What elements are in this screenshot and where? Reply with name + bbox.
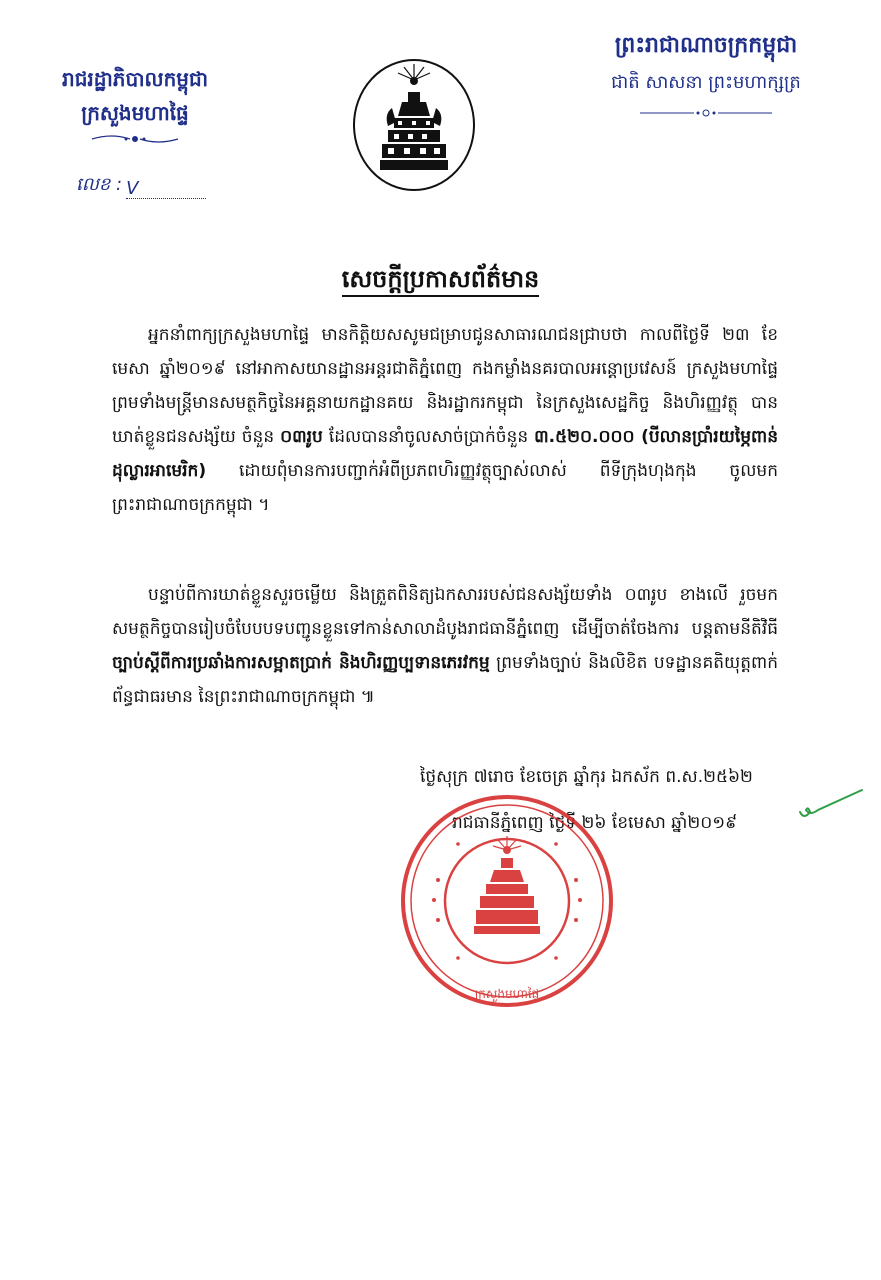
document-title xyxy=(0,264,881,299)
document-title-text: សេចក្តីប្រកាសព័ត៌មាន xyxy=(342,265,540,297)
paragraph-2-text-b: ព្រមទាំងច្បាប់ និងលិខិត បទដ្ឋានគតិយុត្តពាក់ព័ន្ធជាធរមាន នៃព្រះរាជាណាចក្រកម្ពុជា ៕ xyxy=(112,653,778,707)
reference-value: V xyxy=(126,178,206,199)
law-name: ច្បាប់ស្តីពីការប្រឆាំងការសម្អាតប្រាក់ និងហិរញ្ញប្បទានភេរវកម្ម xyxy=(112,653,490,673)
ministry-name: ក្រសួងមហាផ្ទៃ xyxy=(81,101,189,125)
header-right xyxy=(586,30,826,118)
suspect-count: ០៣រូប xyxy=(280,427,323,447)
royal-emblem-icon xyxy=(352,58,476,192)
paragraph-1-text-b: ដែលបាននាំចូលសាច់ប្រាក់ចំនួន xyxy=(322,427,535,447)
official-seal-icon xyxy=(398,790,616,1012)
reference-label: លេខ : xyxy=(76,174,123,195)
solar-date: រាជធានីភ្នំពេញ ថ្ងៃទី ២៦ ខែមេសា ឆ្នាំ២០១៩ xyxy=(452,813,738,833)
paragraph-1-text-a: អ្នកនាំពាក្យក្រសួងមហាផ្ទៃ មានកិត្តិយសសូមជម្រាបជូនសាធារណជនជ្រាបថា កាលពីថ្ងៃទី ២៣ ខែមេសា ឆ្នាំ២០១៩ នៅអាកាសយានដ្ឋានអន្តរជាតិភ្នំពេញ កងកម្លាំងនគរបាលអន្តោប្រវេសន៍ ក្រសួងមហាផ្ទៃ ព្រមទាំងមន្ត្រីមានសមត្ថកិច្ចនៃអគ្គនាយកដ្ឋានគយ និងរដ្ឋាករកម្ពុជា នៃក្រសួងសេដ្ឋកិច្ច និងហិរញ្ញវត្ថុ បានឃាត់ខ្លួនជនសង្ស័យ ចំនួន xyxy=(112,325,778,447)
lunar-date: ថ្ងៃសុក្រ ៧រោច ខែចេត្រ ឆ្នាំកុរ ឯកស័ក ព.ស.២៥៦២ xyxy=(420,767,753,787)
reference-number xyxy=(76,172,226,199)
government-name: រាជរដ្ឋាភិបាលកម្ពុជា xyxy=(62,67,208,91)
ornament-divider-icon xyxy=(636,108,776,118)
kingdom-name: ព្រះរាជាណាចក្រកម្ពុជា xyxy=(614,33,798,58)
national-motto: ជាតិ សាសនា ព្រះមហាក្សត្រ xyxy=(611,72,801,93)
seal-text: ក្រសួងមហាផ្ទៃ xyxy=(474,987,540,1001)
header-left xyxy=(20,64,250,199)
paragraph-1-text-c: ដោយពុំមានការបញ្ជាក់អំពីប្រភពហិរញ្ញវត្ថុច្បាស់លាស់ ពីទីក្រុងហុងកុង ចូលមកព្រះរាជាណាចក្រកម្ពុជា ។ xyxy=(112,461,778,515)
paragraph-2-text-a: បន្ទាប់ពីការឃាត់ខ្លួនសួរចម្លើយ និងត្រួតពិនិត្យឯកសាររបស់ជនសង្ស័យទាំង ០៣រូប ខាងលើ រួចមក សមត្ថកិច្ចបានរៀបចំបែបបទបញ្ជូនខ្លួនទៅកាន់សាលាដំបូងរាជធានីភ្នំពេញ ដើម្បីចាត់ចែងការ បន្តតាមនីតិវិធី xyxy=(112,585,778,639)
paragraph-1 xyxy=(112,318,778,522)
signature-mark-icon xyxy=(796,786,866,822)
ornament-divider-icon xyxy=(90,132,180,146)
paragraph-2 xyxy=(112,578,778,714)
cash-amount: ៣.៥២០.០០០ (បីលានប្រាំរយម្ភៃពាន់ដុល្លារអាមេរិក) xyxy=(112,427,778,481)
